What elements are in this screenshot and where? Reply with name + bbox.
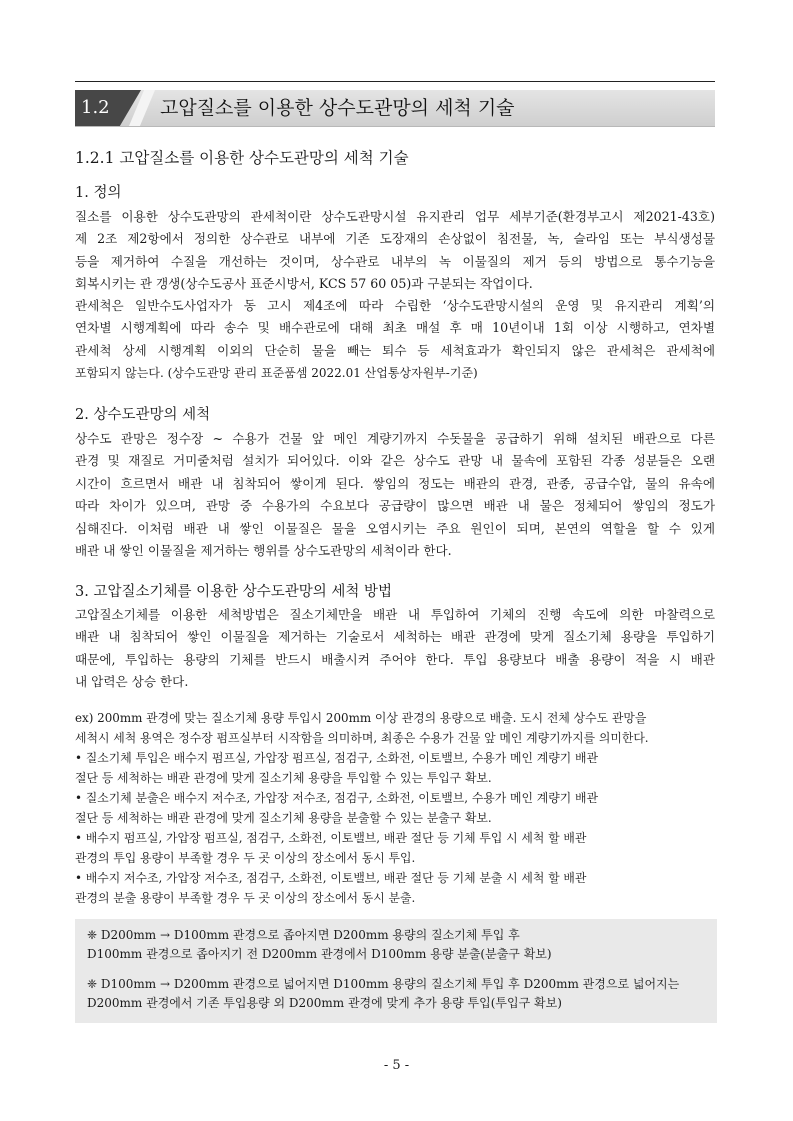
bullet-item: 관경의 투입 용량이 부족할 경우 두 곳 이상의 장소에서 동시 투입. — [75, 851, 416, 865]
text-line: 때문에, 투입하는 용량의 기체를 반드시 배출시켜 주어야 한다. 투입 용량보다 배출 용량이 적을 시 배관 — [75, 651, 715, 667]
text-line: 회복시키는 관 갱생(상수도공사 표준시방서, KCS 57 60 05)과 구분되는 작업이다. — [75, 276, 533, 292]
bullet-item: • 배수지 펌프실, 가압장 펌프실, 점검구, 소화전, 이토밸브, 배관 절단 등 기체 투입 시 세척 할 배관 — [75, 831, 587, 845]
note-item — [87, 926, 552, 964]
text-line: 배관 내 쌓인 이물질을 제거하는 행위를 상수도관망의 세척이라 한다. — [75, 542, 452, 558]
text-line: 연차별 시행계획에 따라 송수 및 배수관로에 대해 최초 매설 후 매 10년이내 1회 이상 시행하고, 연차별 — [75, 320, 715, 336]
note-line: D100mm 관경으로 좁아지기 전 D200mm 관경에서 D100mm 용량 분출(분출구 확보) — [87, 947, 552, 961]
note-box — [75, 919, 717, 1023]
text-line: 포함되지 않는다. (상수도관망 관리 표준품셈 2022.01 산업통상자원부-기준) — [75, 366, 478, 381]
bullet-item: 관경의 분출 용량이 부족할 경우 두 곳 이상의 장소에서 동시 분출. — [75, 891, 416, 905]
text-line: 따라 차이가 있으며, 관망 중 수용가의 수요보다 공급량이 많으면 배관 내 물은 정체되어 쌓임의 정도가 — [75, 498, 715, 514]
text-line: 관세척은 일반수도사업자가 동 고시 제4조에 따라 수립한 ‘상수도관망시설의 운영 및 유지관리 계획’의 — [75, 298, 715, 313]
note-line: ❈ D100mm → D200mm 관경으로 넓어지면 D100mm 용량의 질소기체 투입 후 D200mm 관경으로 넓어지는 — [87, 977, 680, 991]
note-item — [87, 975, 679, 1013]
text-line: 배관 내 침착되어 쌓인 이물질을 제거하는 기술로서 세척하는 배관 관경에 맞게 질소기체 용량을 투입하기 — [75, 629, 715, 645]
text-line: 내 압력은 상승 한다. — [75, 674, 189, 690]
heading-nitrogen-method: 3. 고압질소기체를 이용한 상수도관망의 세척 방법 — [75, 584, 393, 600]
section-title: 고압질소를 이용한 상수도관망의 세척 기술 — [160, 97, 515, 119]
section-header-bar — [75, 90, 715, 127]
page-number: - 5 - — [383, 1058, 410, 1073]
text-line: 등을 제거하여 수질을 개선하는 것이며, 상수관로 내부의 녹 이물질의 제거 등의 방법으로 통수기능을 — [75, 253, 715, 269]
note-line: D200mm 관경에서 기존 투입용량 외 D200mm 관경에 맞게 추가 용량 투입(투입구 확보) — [87, 996, 562, 1010]
example-block — [75, 708, 720, 908]
text-line: 관경 및 재질로 거미줄처럼 설치가 되어있다. 이와 같은 상수도 관망 내 물속에 포함된 각종 성분들은 오랜 — [75, 453, 715, 469]
text-line: 관세척 상세 시행계획 이외의 단순히 물을 빼는 퇴수 등 세척효과가 확인되지 않은 관세척은 관세척에 — [75, 342, 715, 358]
note-line: ❈ D200mm → D100mm 관경으로 좁아지면 D200mm 용량의 질소기체 투입 후 — [87, 928, 520, 942]
text-line: 시간이 흐르면서 배관 내 침착되어 쌓이게 된다. 쌓임의 정도는 배관의 관경, 관종, 공급수압, 물의 유속에 — [75, 475, 715, 491]
example-line: ex) 200mm 관경에 맞는 질소기체 용량 투입시 200mm 이상 관경의 용량으로 배출. 도시 전체 상수도 관망을 — [75, 711, 647, 725]
text-line: 제 2조 제2항에서 정의한 상수관로 내부에 기존 도장재의 손상없이 침전물, 녹, 슬라임 또는 부식생성물 — [75, 231, 715, 247]
subsection-title: 1.2.1 고압질소를 이용한 상수도관망의 세척 기술 — [75, 149, 409, 167]
bullet-item: • 질소기체 분출은 배수지 저수조, 가압장 저수조, 점검구, 소화전, 이토밸브, 수용가 메인 계량기 배관 — [75, 791, 599, 805]
text-line: 상수도 관망은 정수장 ~ 수용가 건물 앞 메인 계량기까지 수돗물을 공급하기 위해 설치된 배관으로 다른 — [75, 431, 715, 446]
bullet-item: • 배수지 저수조, 가압장 저수조, 점검구, 소화전, 이토밸브, 배관 절단 등 기체 분출 시 세척 할 배관 — [75, 871, 587, 885]
heading-network-cleaning: 2. 상수도관망의 세척 — [75, 407, 211, 423]
heading-definition: 1. 정의 — [75, 185, 122, 201]
text-line: 고압질소기체를 이용한 세척방법은 질소기체만을 배관 내 투입하여 기체의 진행 속도에 의한 마찰력으로 — [75, 607, 715, 622]
text-line: 심해진다. 이처럼 배관 내 쌓인 이물질은 물을 오염시키는 주요 원인이 되며, 본연의 역할을 할 수 있게 — [75, 520, 715, 536]
text-line: 질소를 이용한 상수도관망의 관세척이란 상수도관망시설 유지관리 업무 세부기준(환경부고시 제2021-43호) — [75, 209, 715, 224]
paragraph-definition-1 — [75, 206, 715, 296]
bullet-item: • 질소기체 투입은 배수지 펌프실, 가압장 펌프실, 점검구, 소화전, 이토밸브, 수용가 메인 계량기 배관 — [75, 751, 599, 765]
paragraph-definition-2 — [75, 295, 715, 385]
header-rule — [75, 81, 715, 82]
paragraph-network-cleaning — [75, 428, 715, 562]
paragraph-nitrogen-method — [75, 604, 715, 694]
bullet-item: 절단 등 세척하는 배관 관경에 맞게 질소기체 용량을 분출할 수 있는 분출구 확보. — [75, 811, 492, 825]
example-line: 세척시 세척 용역은 정수장 펌프실부터 시작함을 의미하며, 최종은 수용가 건물 앞 메인 계량기까지를 의미한다. — [75, 731, 649, 745]
bullet-item: 절단 등 세척하는 배관 관경에 맞게 질소기체 용량을 투입할 수 있는 투입구 확보. — [75, 771, 492, 785]
section-number: 1.2 — [81, 97, 110, 118]
